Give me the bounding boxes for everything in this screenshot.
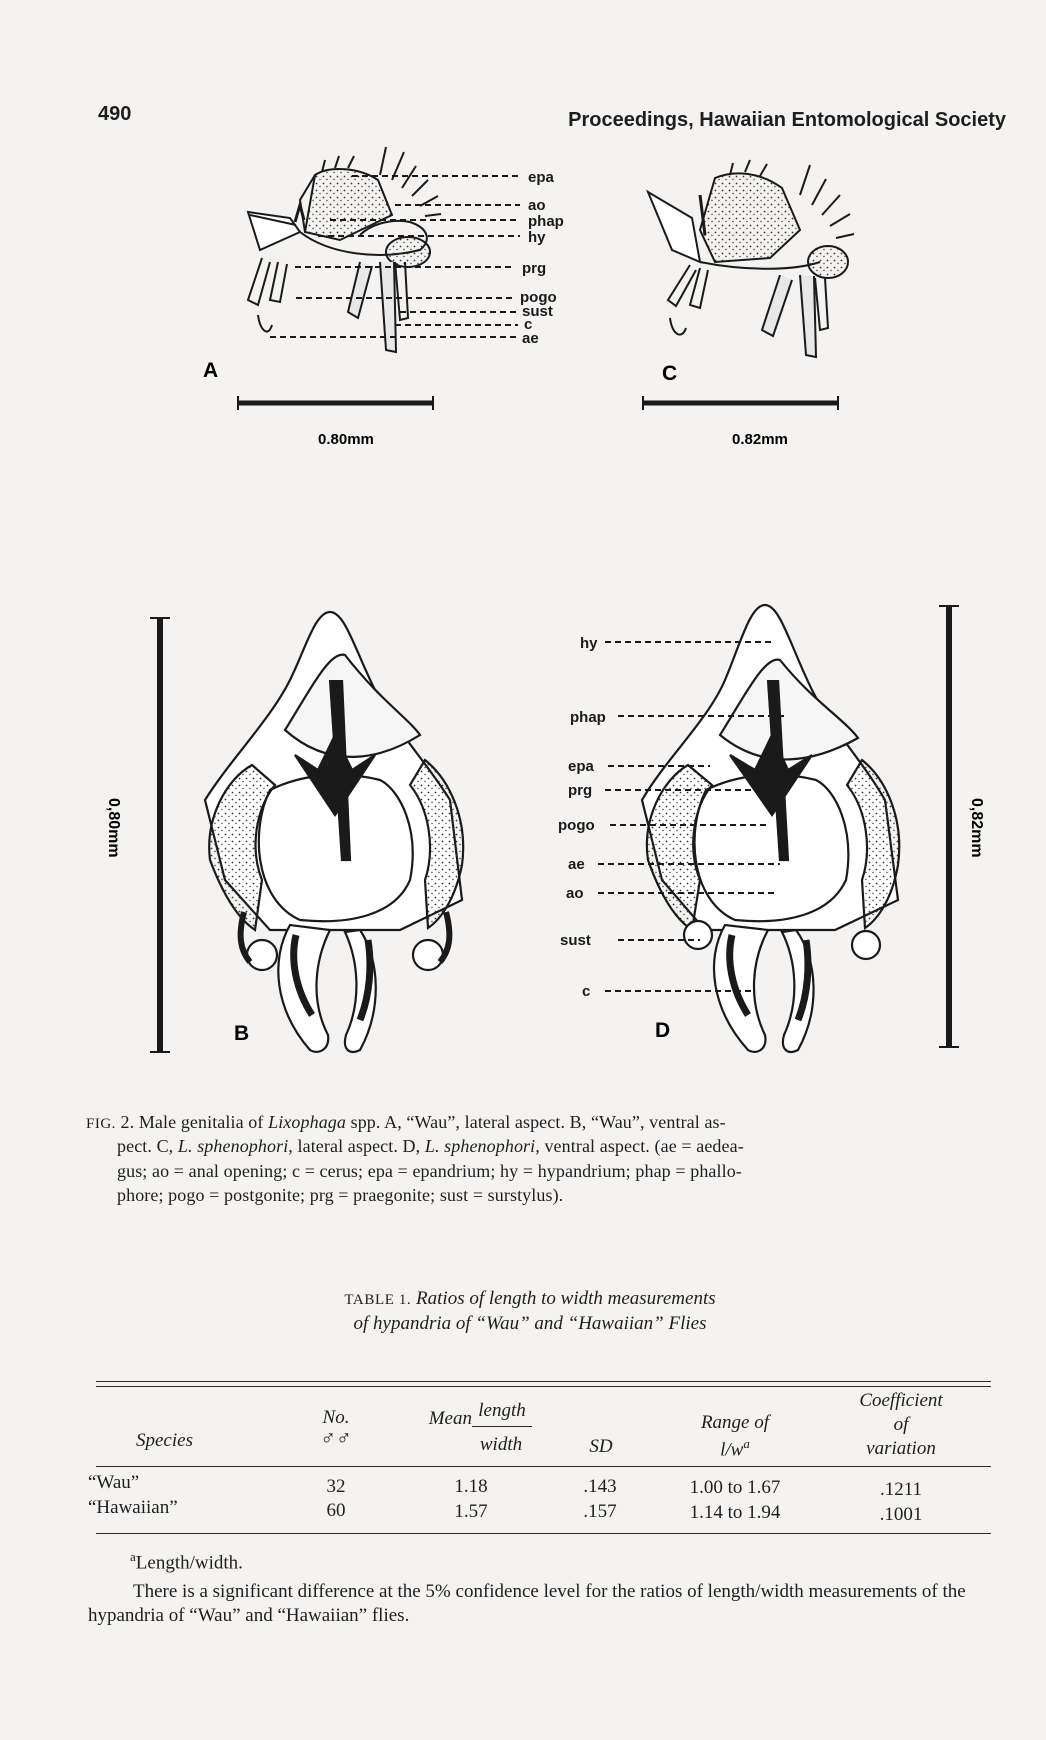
header-coef-1: Coefficient — [859, 1390, 943, 1411]
header-coef-3: variation — [866, 1438, 936, 1459]
header-species: Species — [136, 1430, 193, 1451]
panel-a-labels — [520, 169, 564, 347]
header-width: width — [479, 1434, 523, 1455]
scale-label-c: 0.82mm — [732, 431, 788, 448]
header-length: length — [478, 1400, 526, 1421]
label-d-hy: hy — [580, 635, 598, 652]
scale-bar-c — [643, 396, 838, 410]
label-d-prg: prg — [568, 782, 593, 799]
journal-title: Proceedings, Hawaiian Entomological Society — [568, 109, 1006, 131]
label-d-epa: epa — [568, 758, 594, 775]
table-top-rule-1 — [96, 1381, 991, 1382]
row-1-no: 32 — [326, 1476, 346, 1497]
label-d-c: c — [582, 983, 591, 1000]
header-no: No. — [322, 1407, 350, 1428]
row-2-no: 60 — [326, 1500, 346, 1521]
label-d-phap: phap — [570, 709, 606, 726]
label-epa: epa — [528, 169, 554, 186]
header-sd: SD — [589, 1436, 613, 1457]
table-title: TABLE 1. Ratios of length to width measurements of hypandria of “Wau” and “Hawaiian” Flies — [344, 1288, 716, 1334]
panel-b-drawing — [205, 612, 463, 1052]
label-ao: ao — [528, 197, 546, 214]
label-sust: sust — [522, 303, 553, 320]
label-hy: hy — [528, 229, 546, 246]
table-bottom-rule — [96, 1533, 991, 1534]
panel-label-c: C — [662, 362, 678, 385]
label-pogo: pogo — [520, 289, 557, 306]
label-ae: ae — [522, 330, 539, 347]
row-2-species: “Hawaiian” — [88, 1497, 178, 1518]
label-phap: phap — [528, 213, 564, 230]
row-1-sd: .143 — [583, 1476, 617, 1497]
row-2-mean: 1.57 — [454, 1501, 488, 1522]
scale-label-b: 0,80mm — [105, 798, 122, 858]
scale-bar-a — [238, 396, 433, 410]
row-1-species: “Wau” — [88, 1472, 140, 1493]
label-d-pogo: pogo — [558, 817, 595, 834]
scale-bar-b — [150, 618, 170, 1052]
header-no-symbol: ♂♂ — [320, 1426, 352, 1450]
scale-label-a: 0.80mm — [318, 431, 374, 448]
label-d-ae: ae — [568, 856, 585, 873]
label-d-sust: sust — [560, 932, 591, 949]
panel-d-drawing — [642, 605, 899, 1052]
table-footnote: $^a$Length/width. — [130, 1549, 243, 1574]
fraction-bar — [472, 1426, 532, 1427]
panel-label-b: B — [234, 1022, 250, 1045]
panel-label-d: D — [655, 1019, 671, 1042]
label-prg: prg — [522, 260, 547, 277]
label-c: c — [524, 316, 533, 333]
label-d-ao: ao — [566, 885, 584, 902]
header-coef-2: of — [893, 1414, 909, 1435]
header-range-lw: $l/w^a$ — [720, 1436, 750, 1461]
row-2-cv: .1001 — [879, 1504, 923, 1525]
row-2-sd: .157 — [583, 1501, 617, 1522]
header-range: Range of — [700, 1412, 770, 1433]
panel-c-drawing — [648, 160, 854, 357]
row-1-range: 1.00 to 1.67 — [689, 1477, 781, 1498]
row-2-range: 1.14 to 1.94 — [689, 1502, 781, 1523]
panel-a-drawing — [248, 147, 441, 352]
figure-caption: FIG. 2. Male genitalia of Lixophaga spp. A, “Wau”, lateral aspect. B, “Wau”, ventral as- pect. C, L. sphenophori, lateral aspect. D, L. sphenophori, ventral aspect. (ae = aedea- gus; ao = anal opening; c = cerus; epa = epandrium; hy = hypandrium; phap = phallo- phore; pogo = postgonite; prg = praegonite; sust = surstylus). — [86, 1112, 744, 1205]
panel-d-labels — [558, 635, 606, 1000]
table-header-rule — [96, 1466, 991, 1467]
page-number: 490 — [98, 103, 132, 125]
table-top-rule-2 — [96, 1386, 991, 1387]
panel-label-a: A — [203, 359, 219, 382]
scale-label-d: 0,82mm — [968, 798, 985, 858]
row-1-cv: .1211 — [879, 1479, 923, 1500]
header-mean: Mean — [428, 1408, 472, 1429]
table-note: There is a significant difference at the 5% confidence level for the ratios of length/width measurements of the hypandria of “Wau” and “Hawaiian” flies. — [88, 1581, 966, 1626]
row-1-mean: 1.18 — [454, 1476, 488, 1497]
scale-bar-d — [939, 606, 959, 1047]
